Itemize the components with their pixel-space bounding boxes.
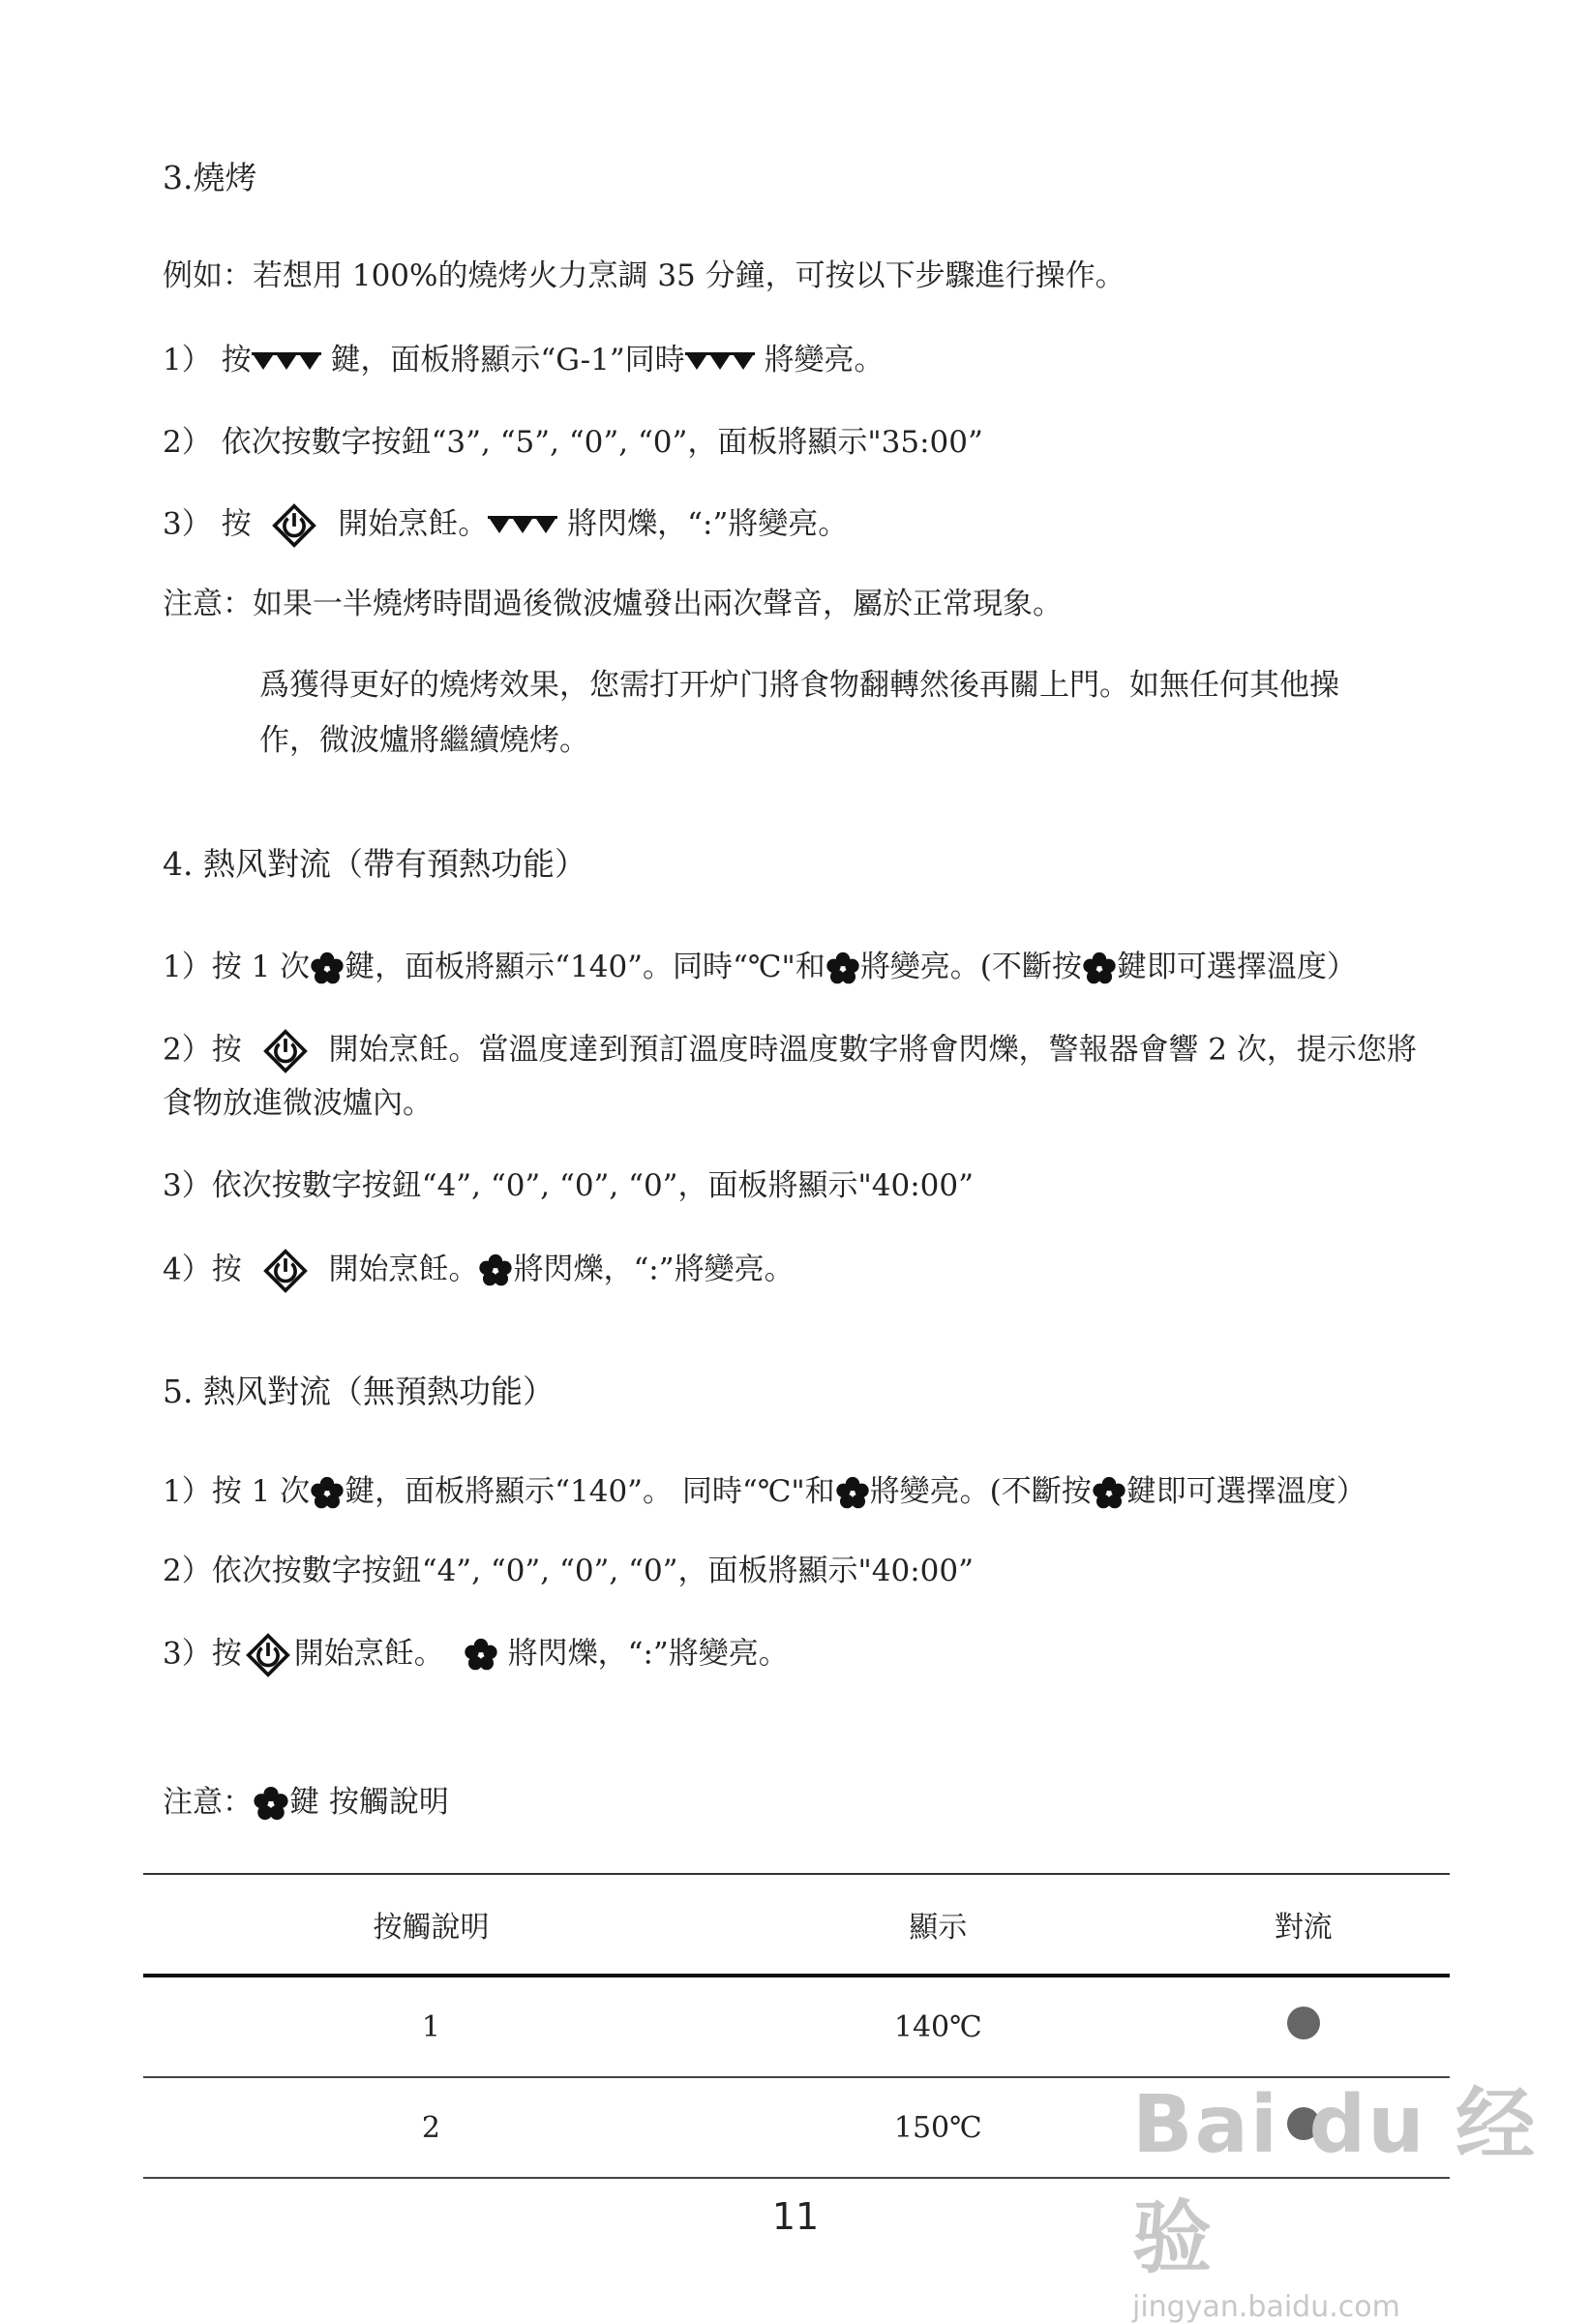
section-4-step-1	[163, 948, 1357, 986]
step-text: 2）按	[163, 1032, 242, 1068]
fan-icon	[253, 1786, 289, 1823]
step-text: 1） 按	[163, 343, 252, 377]
section-3-title: 3.燒烤	[163, 159, 257, 196]
section-4-step-3: 3）依次按數字按鈕“4”, “0”, “0”, “0”，面板將顯示"40:00”	[163, 1168, 974, 1203]
step-text: 開始烹飪。當溫度達到預訂溫度時溫度數字將會閃爍，警報器會響 2 次，提示您將	[328, 1032, 1417, 1068]
step-text: 將變亮。(不斷按	[869, 1474, 1092, 1509]
press-cell: 2	[421, 2110, 441, 2145]
step-text: 1）按 1 次	[163, 950, 311, 984]
fan-icon	[478, 1253, 513, 1288]
start-icon	[263, 1249, 308, 1293]
note-label: 注意：	[163, 1785, 253, 1820]
step-text: 鍵即可選擇溫度）	[1116, 950, 1357, 984]
step-text: 4）按	[163, 1252, 242, 1287]
step-text: 鍵即可選擇溫度）	[1126, 1474, 1366, 1509]
fan-icon	[464, 1638, 498, 1673]
press-cell: 1	[421, 2009, 441, 2044]
table-header-row	[143, 1874, 1450, 1976]
grill-icon	[252, 351, 321, 373]
page-number: 11	[771, 2195, 820, 2238]
header-press: 按觸說明	[373, 1911, 490, 1945]
fan-icon	[835, 1476, 870, 1511]
grill-icon	[488, 515, 557, 536]
section-5-title: 5. 熱风對流（無預熱功能）	[163, 1373, 555, 1410]
section-3-note-cont: 作，微波爐將繼續燒烤。	[259, 723, 589, 758]
section-4-title: 4. 熱风對流（帶有預熱功能）	[163, 845, 586, 883]
watermark	[1132, 2062, 1591, 2324]
step-text: 將閃爍，“:”將變亮。	[507, 1636, 789, 1672]
header-display: 顯示	[909, 1911, 968, 1945]
start-icon	[272, 503, 316, 548]
step-text: 鍵，面板將顯示“140”。 同時“℃"和	[345, 1474, 835, 1509]
section-3-step-1	[163, 341, 885, 379]
section-3-step-3	[163, 503, 848, 548]
grill-icon	[685, 351, 755, 373]
step-text: 開始烹飪。	[293, 1636, 444, 1672]
section-5-step-1	[163, 1472, 1366, 1511]
step-text: 將變亮。	[764, 343, 885, 377]
section-3-note-cont: 爲獲得更好的燒烤效果，您需打开炉门將食物翻轉然後再關上門。如無任何其他操	[259, 668, 1339, 703]
start-icon	[246, 1633, 290, 1677]
fan-icon	[826, 951, 860, 986]
step-text: 3）按	[163, 1636, 242, 1672]
display-cell: 150℃	[893, 2110, 982, 2145]
header-convection: 對流	[1274, 1911, 1333, 1945]
fan-icon	[1082, 951, 1117, 986]
step-text: 1）按 1 次	[163, 1474, 311, 1509]
section-5-step-3	[163, 1633, 789, 1677]
section-3-note: 注意：如果一半燒烤時間過後微波爐發出兩次聲音，屬於正常現象。	[163, 587, 1063, 621]
fan-key-note	[163, 1783, 449, 1823]
fan-icon	[310, 951, 345, 986]
section-4-step-2-cont: 食物放進微波爐內。	[163, 1086, 433, 1121]
step-text: 鍵，面板將顯示“140”。同時“℃"和	[345, 950, 826, 984]
section-3-example: 例如：若想用 100%的燒烤火力烹調 35 分鐘，可按以下步驟進行操作。	[163, 258, 1126, 293]
indicator-dot-icon	[1287, 2007, 1320, 2039]
fan-icon	[1092, 1476, 1126, 1511]
display-cell: 140℃	[893, 2009, 982, 2044]
step-text: 開始烹飪。	[338, 506, 489, 542]
note-text: 鍵 按觸說明	[289, 1785, 449, 1820]
step-text: 將變亮。(不斷按	[859, 950, 1082, 984]
section-4-step-2	[163, 1029, 1417, 1073]
step-text: 將閃爍，“:”將變亮。	[513, 1252, 795, 1287]
watermark-url: jingyan.baidu.com	[1132, 2290, 1400, 2324]
watermark-brand: Bai du 经验	[1132, 2079, 1538, 2284]
step-text: 將閃爍，“:”將變亮。	[567, 506, 849, 542]
step-text: 3） 按	[163, 506, 252, 542]
section-3-step-2: 2） 依次按數字按鈕“3”, “5”, “0”, “0”，面板將顯示"35:00”	[163, 425, 983, 460]
start-icon	[263, 1029, 308, 1073]
fan-icon	[310, 1476, 345, 1511]
step-text: 開始烹飪。	[328, 1252, 479, 1287]
section-4-step-4	[163, 1249, 795, 1293]
section-5-step-2: 2）依次按數字按鈕“4”, “0”, “0”, “0”，面板將顯示"40:00”	[163, 1554, 974, 1588]
step-text: 鍵，面板將顯示“G-1”同時	[330, 343, 685, 377]
